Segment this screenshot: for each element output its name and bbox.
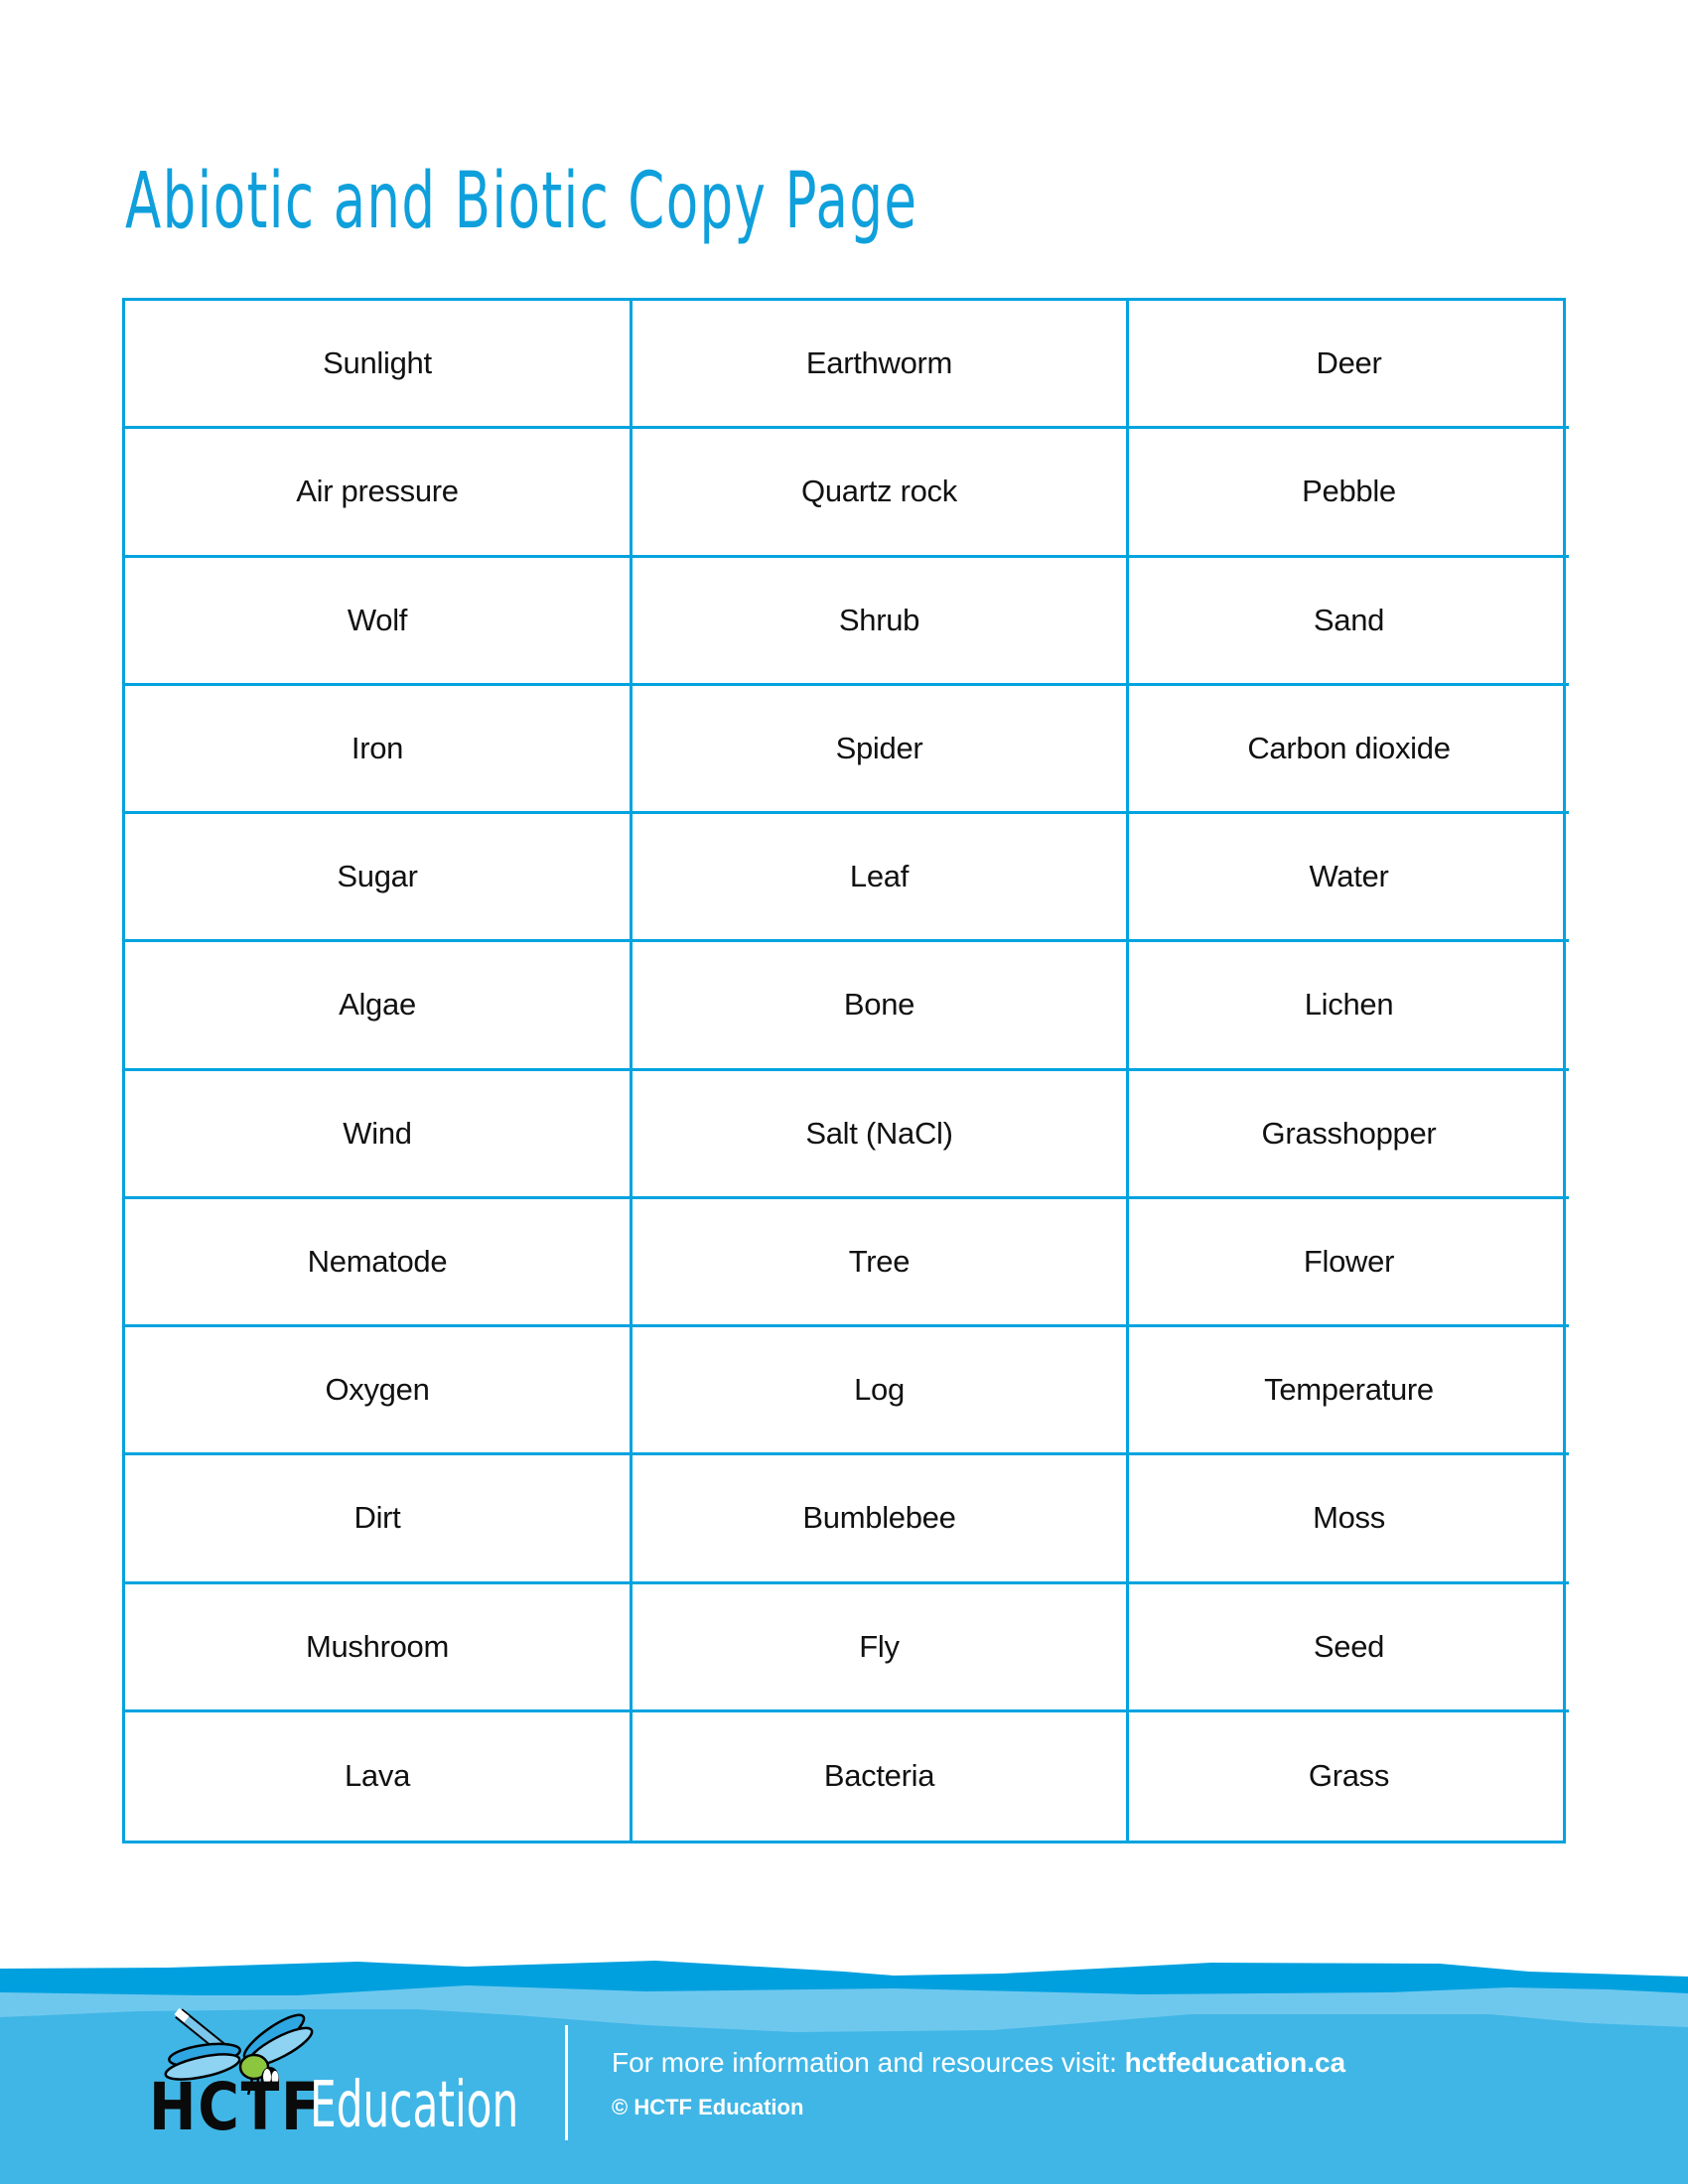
hctf-education-logo[interactable] (149, 2007, 526, 2145)
table-cell: Carbon dioxide (1129, 686, 1569, 814)
table-cell: Oxygen (125, 1327, 633, 1455)
table-cell: Shrub (633, 558, 1129, 686)
table-cell: Algae (125, 942, 633, 1070)
table-cell: Iron (125, 686, 633, 814)
table-cell: Deer (1129, 301, 1569, 429)
table-cell: Log (633, 1327, 1129, 1455)
table-cell: Moss (1129, 1455, 1569, 1583)
table-cell: Lava (125, 1712, 633, 1841)
table-cell: Bacteria (633, 1712, 1129, 1841)
table-cell: Seed (1129, 1584, 1569, 1712)
term-table (122, 298, 1566, 1843)
footer-info-text: For more information and resources visit: (612, 2047, 1125, 2078)
table-cell: Bumblebee (633, 1455, 1129, 1583)
table-cell: Sand (1129, 558, 1569, 686)
table-cell: Flower (1129, 1199, 1569, 1327)
table-cell: Grass (1308, 1758, 1390, 1794)
table-cell: Pebble (1129, 429, 1569, 557)
table-cell: Spider (633, 686, 1129, 814)
table-cell: Dirt (125, 1455, 633, 1583)
logo-hctf-text: HCTF (149, 2069, 322, 2145)
page-title: Abiotic and Biotic Copy Page (125, 157, 918, 246)
table-cell: Bone (633, 942, 1129, 1070)
table-cell: Water (1129, 814, 1569, 942)
table-cell: Earthworm (633, 301, 1129, 429)
table-cell: Salt (NaCl) (633, 1071, 1129, 1199)
table-cell: Leaf (633, 814, 1129, 942)
table-cell: Nematode (125, 1199, 633, 1327)
table-cell: Mushroom (125, 1584, 633, 1712)
footer-divider (565, 2025, 568, 2140)
table-cell: Grasshopper (1129, 1071, 1569, 1199)
copyright: © HCTF Education (612, 2095, 804, 2119)
website-link[interactable]: hctfeducation.ca (1124, 2047, 1346, 2078)
table-cell: Sunlight (125, 301, 633, 429)
table-cell: Sugar (125, 814, 633, 942)
table-cell: Lichen (1129, 942, 1569, 1070)
table-cell: Air pressure (125, 429, 633, 557)
table-cell: Fly (633, 1584, 1129, 1712)
footer-info (612, 2047, 1345, 2079)
table-cell: Wind (125, 1071, 633, 1199)
table-cell: Tree (633, 1199, 1129, 1327)
table-cell: Quartz rock (633, 429, 1129, 557)
logo-education-text: Education (310, 2069, 519, 2142)
table-cell: Wolf (125, 558, 633, 686)
table-cell: Temperature (1129, 1327, 1569, 1455)
